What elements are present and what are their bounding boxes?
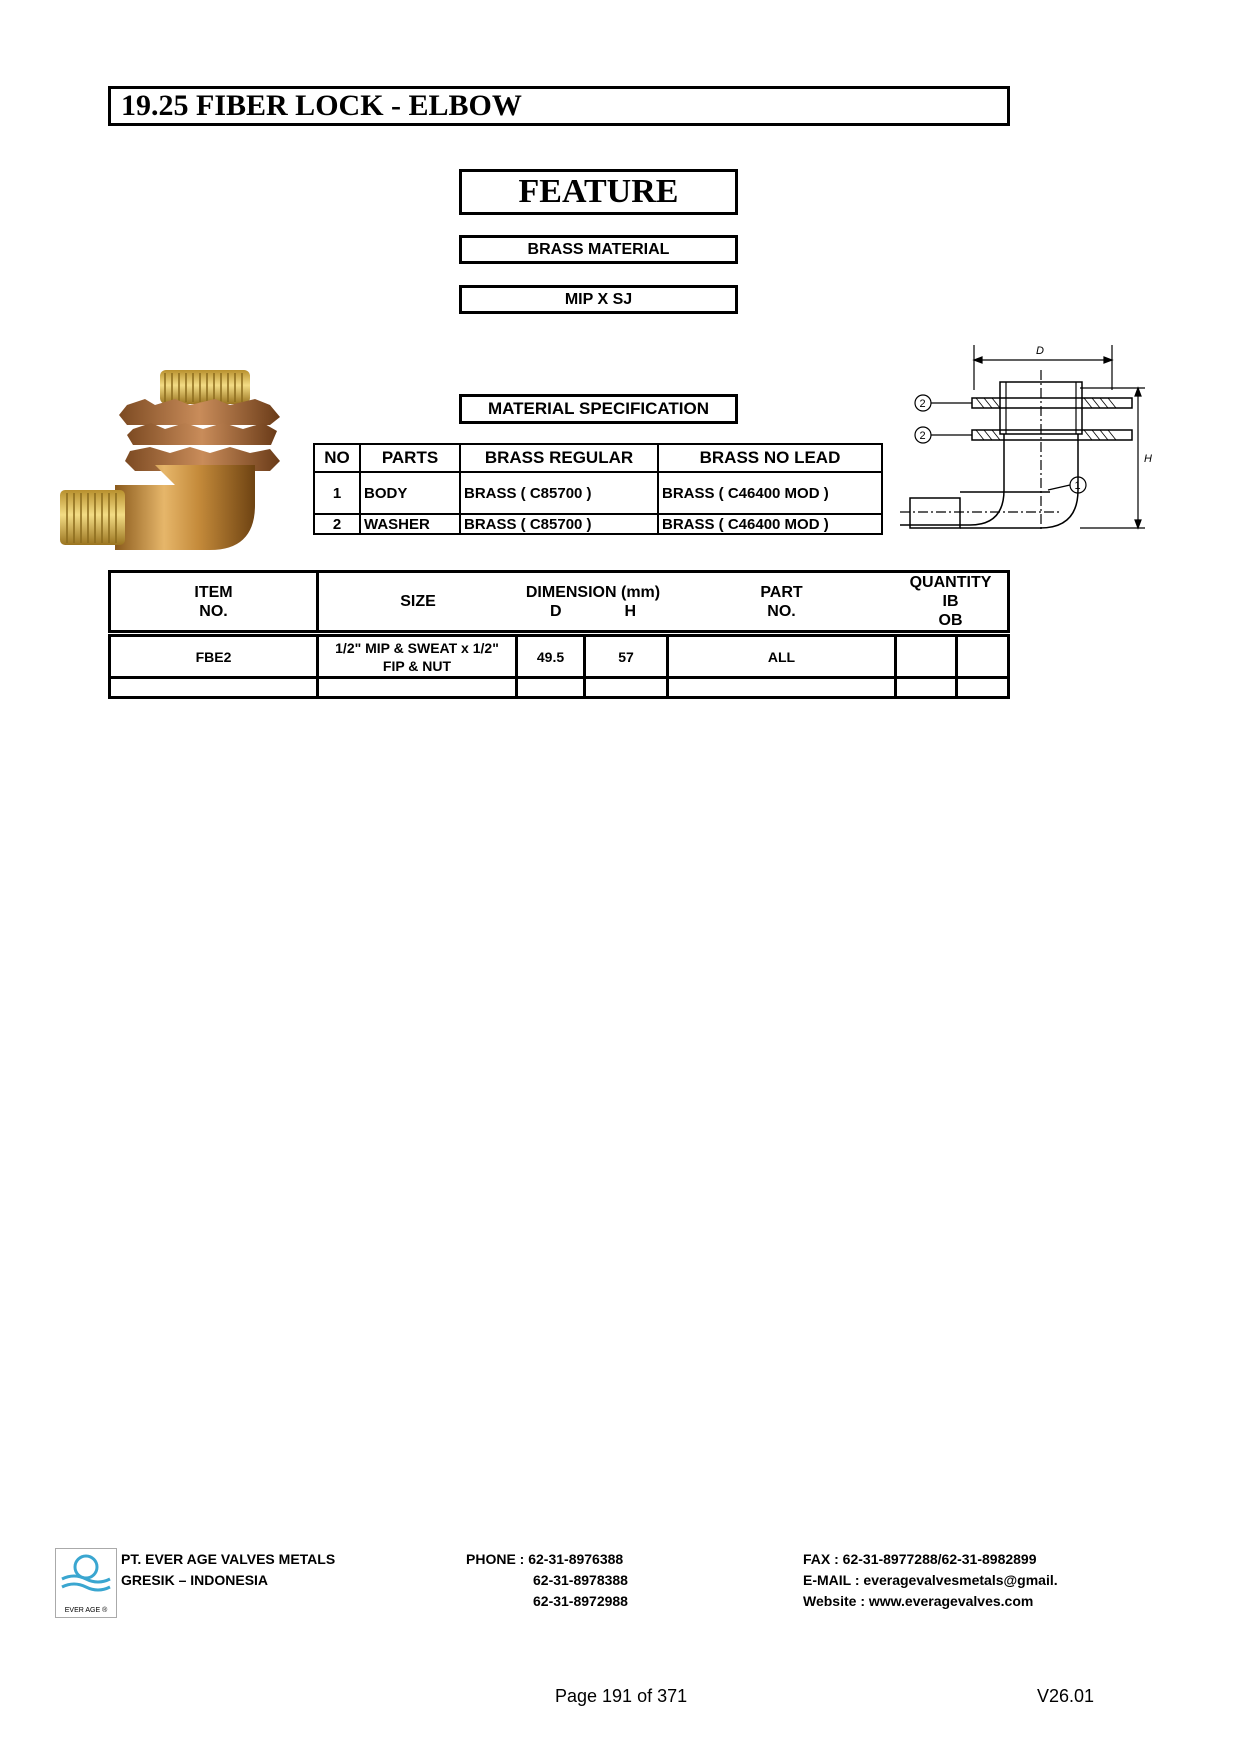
spec-col-no: NO xyxy=(314,444,360,472)
empty-cell xyxy=(585,678,668,698)
cell-size xyxy=(318,636,517,678)
header-item-label: ITEM xyxy=(194,583,233,601)
cell-item-no: FBE2 xyxy=(110,636,318,678)
page-title: 19.25 FIBER LOCK - ELBOW xyxy=(108,86,1010,126)
spec-cell-regular: BRASS ( C85700 ) xyxy=(460,514,658,534)
feature-heading: FEATURE xyxy=(459,169,738,215)
item-data-table xyxy=(108,634,1010,699)
footer-company xyxy=(121,1549,335,1591)
item-header-table xyxy=(108,570,1010,633)
feature-item-connection: MIP X SJ xyxy=(459,285,738,314)
header-part-no xyxy=(669,572,894,632)
table-row xyxy=(110,678,1009,698)
feature-item-material: BRASS MATERIAL xyxy=(459,235,738,264)
header-part-no-label: NO. xyxy=(767,602,796,620)
footer-phone xyxy=(466,1549,628,1612)
header-quantity xyxy=(894,572,1009,632)
version-label: V26.01 xyxy=(1037,1686,1095,1706)
header-dimension-label: DIMENSION (mm) xyxy=(525,583,661,601)
table-row xyxy=(314,514,882,534)
header-quantity-label: QUANTITY xyxy=(909,574,992,591)
email-line[interactable]: E-MAIL : everagevalvesmetals@gmail. xyxy=(803,1572,1058,1588)
drawing-callout: 2 xyxy=(919,398,926,410)
cell-ob xyxy=(957,636,1009,678)
header-ib: IB xyxy=(942,593,959,610)
header-quantity-cols xyxy=(894,592,1007,630)
phone-line-3: 62-31-8972988 xyxy=(533,1593,628,1609)
table-row xyxy=(110,636,1009,678)
drawing-callout: 2 xyxy=(919,430,926,442)
spec-col-parts: PARTS xyxy=(360,444,460,472)
cell-size-line1: 1/2" MIP & SWEAT x 1/2" xyxy=(335,639,499,656)
cell-d: 49.5 xyxy=(517,636,585,678)
spec-cell-regular: BRASS ( C85700 ) xyxy=(460,472,658,514)
item-header-row xyxy=(110,572,1009,632)
drawing-label-h: H xyxy=(1144,453,1152,465)
spec-col-no-lead: BRASS NO LEAD xyxy=(658,444,882,472)
spec-cell-part: WASHER xyxy=(360,514,460,534)
empty-cell xyxy=(110,678,318,698)
fax-line: FAX : 62-31-8977288/62-31-8982899 xyxy=(803,1551,1037,1567)
spec-cell-no-lead: BRASS ( C46400 MOD ) xyxy=(658,514,882,534)
empty-cell xyxy=(318,678,517,698)
header-size: SIZE xyxy=(318,572,518,632)
empty-cell xyxy=(896,678,957,698)
company-logo xyxy=(55,1548,117,1618)
cell-size-line2: FIP & NUT xyxy=(382,657,452,674)
spec-cell-no: 1 xyxy=(314,472,360,514)
table-row xyxy=(314,472,882,514)
technical-drawing xyxy=(900,340,1160,540)
phone-line-2: 62-31-8978388 xyxy=(533,1572,628,1588)
spec-header-row xyxy=(314,444,882,472)
website-line[interactable]: Website : www.everagevalves.com xyxy=(803,1593,1034,1609)
cell-ib xyxy=(896,636,957,678)
material-spec-table xyxy=(313,443,883,535)
phone-line-1: PHONE : 62-31-8976388 xyxy=(466,1551,624,1567)
empty-cell xyxy=(957,678,1009,698)
logo-wave-icon xyxy=(56,1549,116,1601)
header-ob: OB xyxy=(938,612,963,629)
product-photo xyxy=(55,365,315,560)
header-h: H xyxy=(624,602,636,620)
header-dimension-cols xyxy=(517,602,669,621)
footer-contact xyxy=(803,1549,1058,1612)
cell-h: 57 xyxy=(585,636,668,678)
header-d: D xyxy=(549,602,562,620)
drawing-label-d: D xyxy=(1036,345,1044,357)
page-number: Page 191 of 371 xyxy=(555,1686,688,1706)
header-item-no-label: NO. xyxy=(199,602,228,620)
spec-cell-part: BODY xyxy=(360,472,460,514)
header-item-no xyxy=(110,572,318,632)
material-spec-heading: MATERIAL SPECIFICATION xyxy=(459,394,738,424)
spec-cell-no-lead: BRASS ( C46400 MOD ) xyxy=(658,472,882,514)
company-name: PT. EVER AGE VALVES METALS xyxy=(121,1551,336,1567)
empty-cell xyxy=(517,678,585,698)
spec-cell-no: 2 xyxy=(314,514,360,534)
drawing-callout: 1 xyxy=(1074,480,1081,492)
cell-part-no: ALL xyxy=(668,636,896,678)
logo-text: EVER AGE ® xyxy=(64,1607,108,1614)
header-part-label: PART xyxy=(760,583,803,601)
empty-cell xyxy=(668,678,896,698)
company-location: GRESIK – INDONESIA xyxy=(121,1572,269,1588)
spec-col-regular: BRASS REGULAR xyxy=(460,444,658,472)
header-dimension xyxy=(517,572,669,632)
